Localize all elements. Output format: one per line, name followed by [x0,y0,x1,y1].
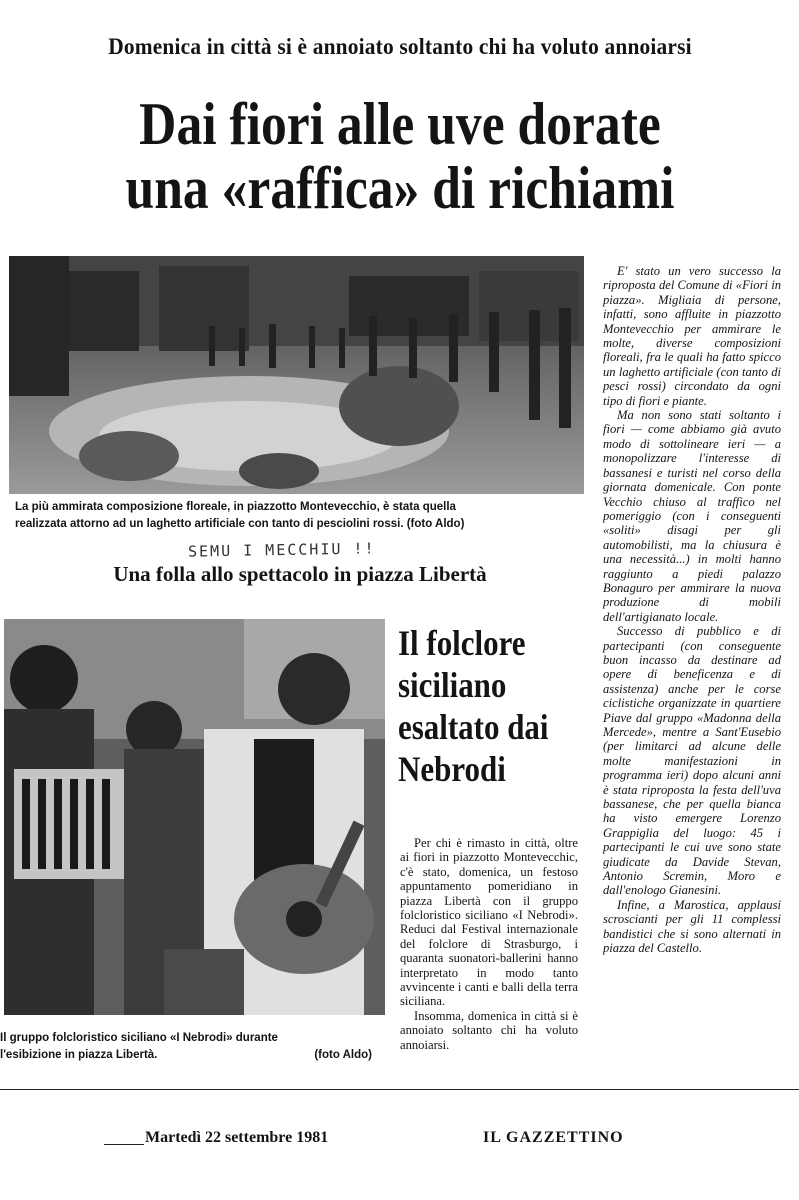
headline-line-2: una «raffica» di richiami [125,155,675,221]
folk-headline-line: Il folclore [398,623,526,663]
paragraph: E' stato un vero successo la riproposta del Comune di «Fiori in piazza». Migliaia di persone, infatti, sono affluite in piazzotto Montevecchio per ammirare le molte, diverse composizioni floreali, fra le quali ha fatto spicco un laghetto artificiale (con tanto di pesci rossi) circondato da ogni tipo di fiori e piante. [603,264,781,408]
caption-line: Il gruppo folcloristico siciliano «I Nebrodi» durante [0,1032,278,1044]
article-kicker: Domenica in città si è annoiato soltanto chi ha voluto annoiarsi [108,34,692,59]
footer-rule [104,1144,144,1145]
caption-line: l'esibizione in piazza Libertà. [0,1049,158,1061]
paragraph: Infine, a Marostica, applausi scroscianti per gli 11 complessi bandistici che si sono alternati in piazza del Castello. [603,897,781,956]
main-article-body [603,264,781,956]
paragraph: Successo di pubblico e di partecipanti (con conseguente buon incasso da destinare ad opere di beneficenza e di assistenza) anche per le corse ciclistiche organizzate in quartiere Piave dal gruppo «Madonna della Mercede», mentre a Sant'Eusebio (per limitarci ad alcune delle molte manifestazioni in programma ieri) dopo alcuni anni è stata riproposta la festa dell'uva bassanese, che per quella bianca ha visto emergere Lorenzo Grappiglia del luogo: 45 i partecipanti le cui uve sono state giudicate da Davide Stevan, Antonio Scremin, Moro e dall'enologo Gianesini. [603,624,781,898]
headline-line-1: Dai fiori alle uve dorate [139,91,661,157]
folk-article-body [400,836,578,1052]
paragraph: Per chi è rimasto in città, oltre ai fiori in piazzotto Montevecchic, c'è stato, domenica, un festoso appuntamento pomeridiano in piazza Libertà con il gruppo folcloristico siciliano «I Nebrodi». Reduci dal Festival internazionale del folclore di Strasburgo, i quaranta suonatori-ballerini hanno interpretato in modo tanto avvincente i canti e balli della terra siciliana. [400,836,578,1009]
caption-line: La più ammirata composizione floreale, in piazzotto Montevecchio, è stata quella [15,501,456,513]
publication-date: Martedì 22 settembre 1981 [145,1129,329,1146]
flower-photo-caption [15,499,590,533]
paragraph: Ma non sono stati soltanto i fiori — come abbiamo già avuto modo di sottolineare ieri — a monopolizzare l'interesse di bassanesi e turisti nel corso della giornata domenicale. Con ponte Vecchio chiuso al traffico nel pomeriggio (con i conseguenti «soliti» disagi per gli automobilisti, ma la chiusura è una necessità...) in molti hanno raggiunto a piedi palazzo Bonaguro per ammirare la nuova produzione di mobili dell'artigianato locale. [603,408,781,624]
subheadline: Una folla allo spettacolo in piazza Libertà [113,562,487,586]
caption-line: realizzata attorno ad un laghetto artificiale con tanto di pesciolini rossi. (foto Aldo) [15,518,465,530]
folk-headline-line: esaltato dai [398,707,549,747]
paragraph: Insomma, domenica in città si è annoiato soltanto chi ha voluto annoiarsi. [400,1008,578,1052]
folk-headline [398,622,570,790]
folk-photo-caption [0,1030,380,1064]
photo-credit: (foto Aldo) [314,1049,372,1061]
folk-group-photo [4,619,385,1015]
folk-headline-line: siciliano [398,665,507,705]
flower-photo [9,256,584,494]
newspaper-name: IL GAZZETTINO [483,1129,624,1146]
folk-headline-line: Nebrodi [398,749,506,789]
handwritten-note: SEMU I MECCHIU !! [187,539,376,561]
bottom-divider [0,1089,799,1090]
article-headline [73,92,727,220]
